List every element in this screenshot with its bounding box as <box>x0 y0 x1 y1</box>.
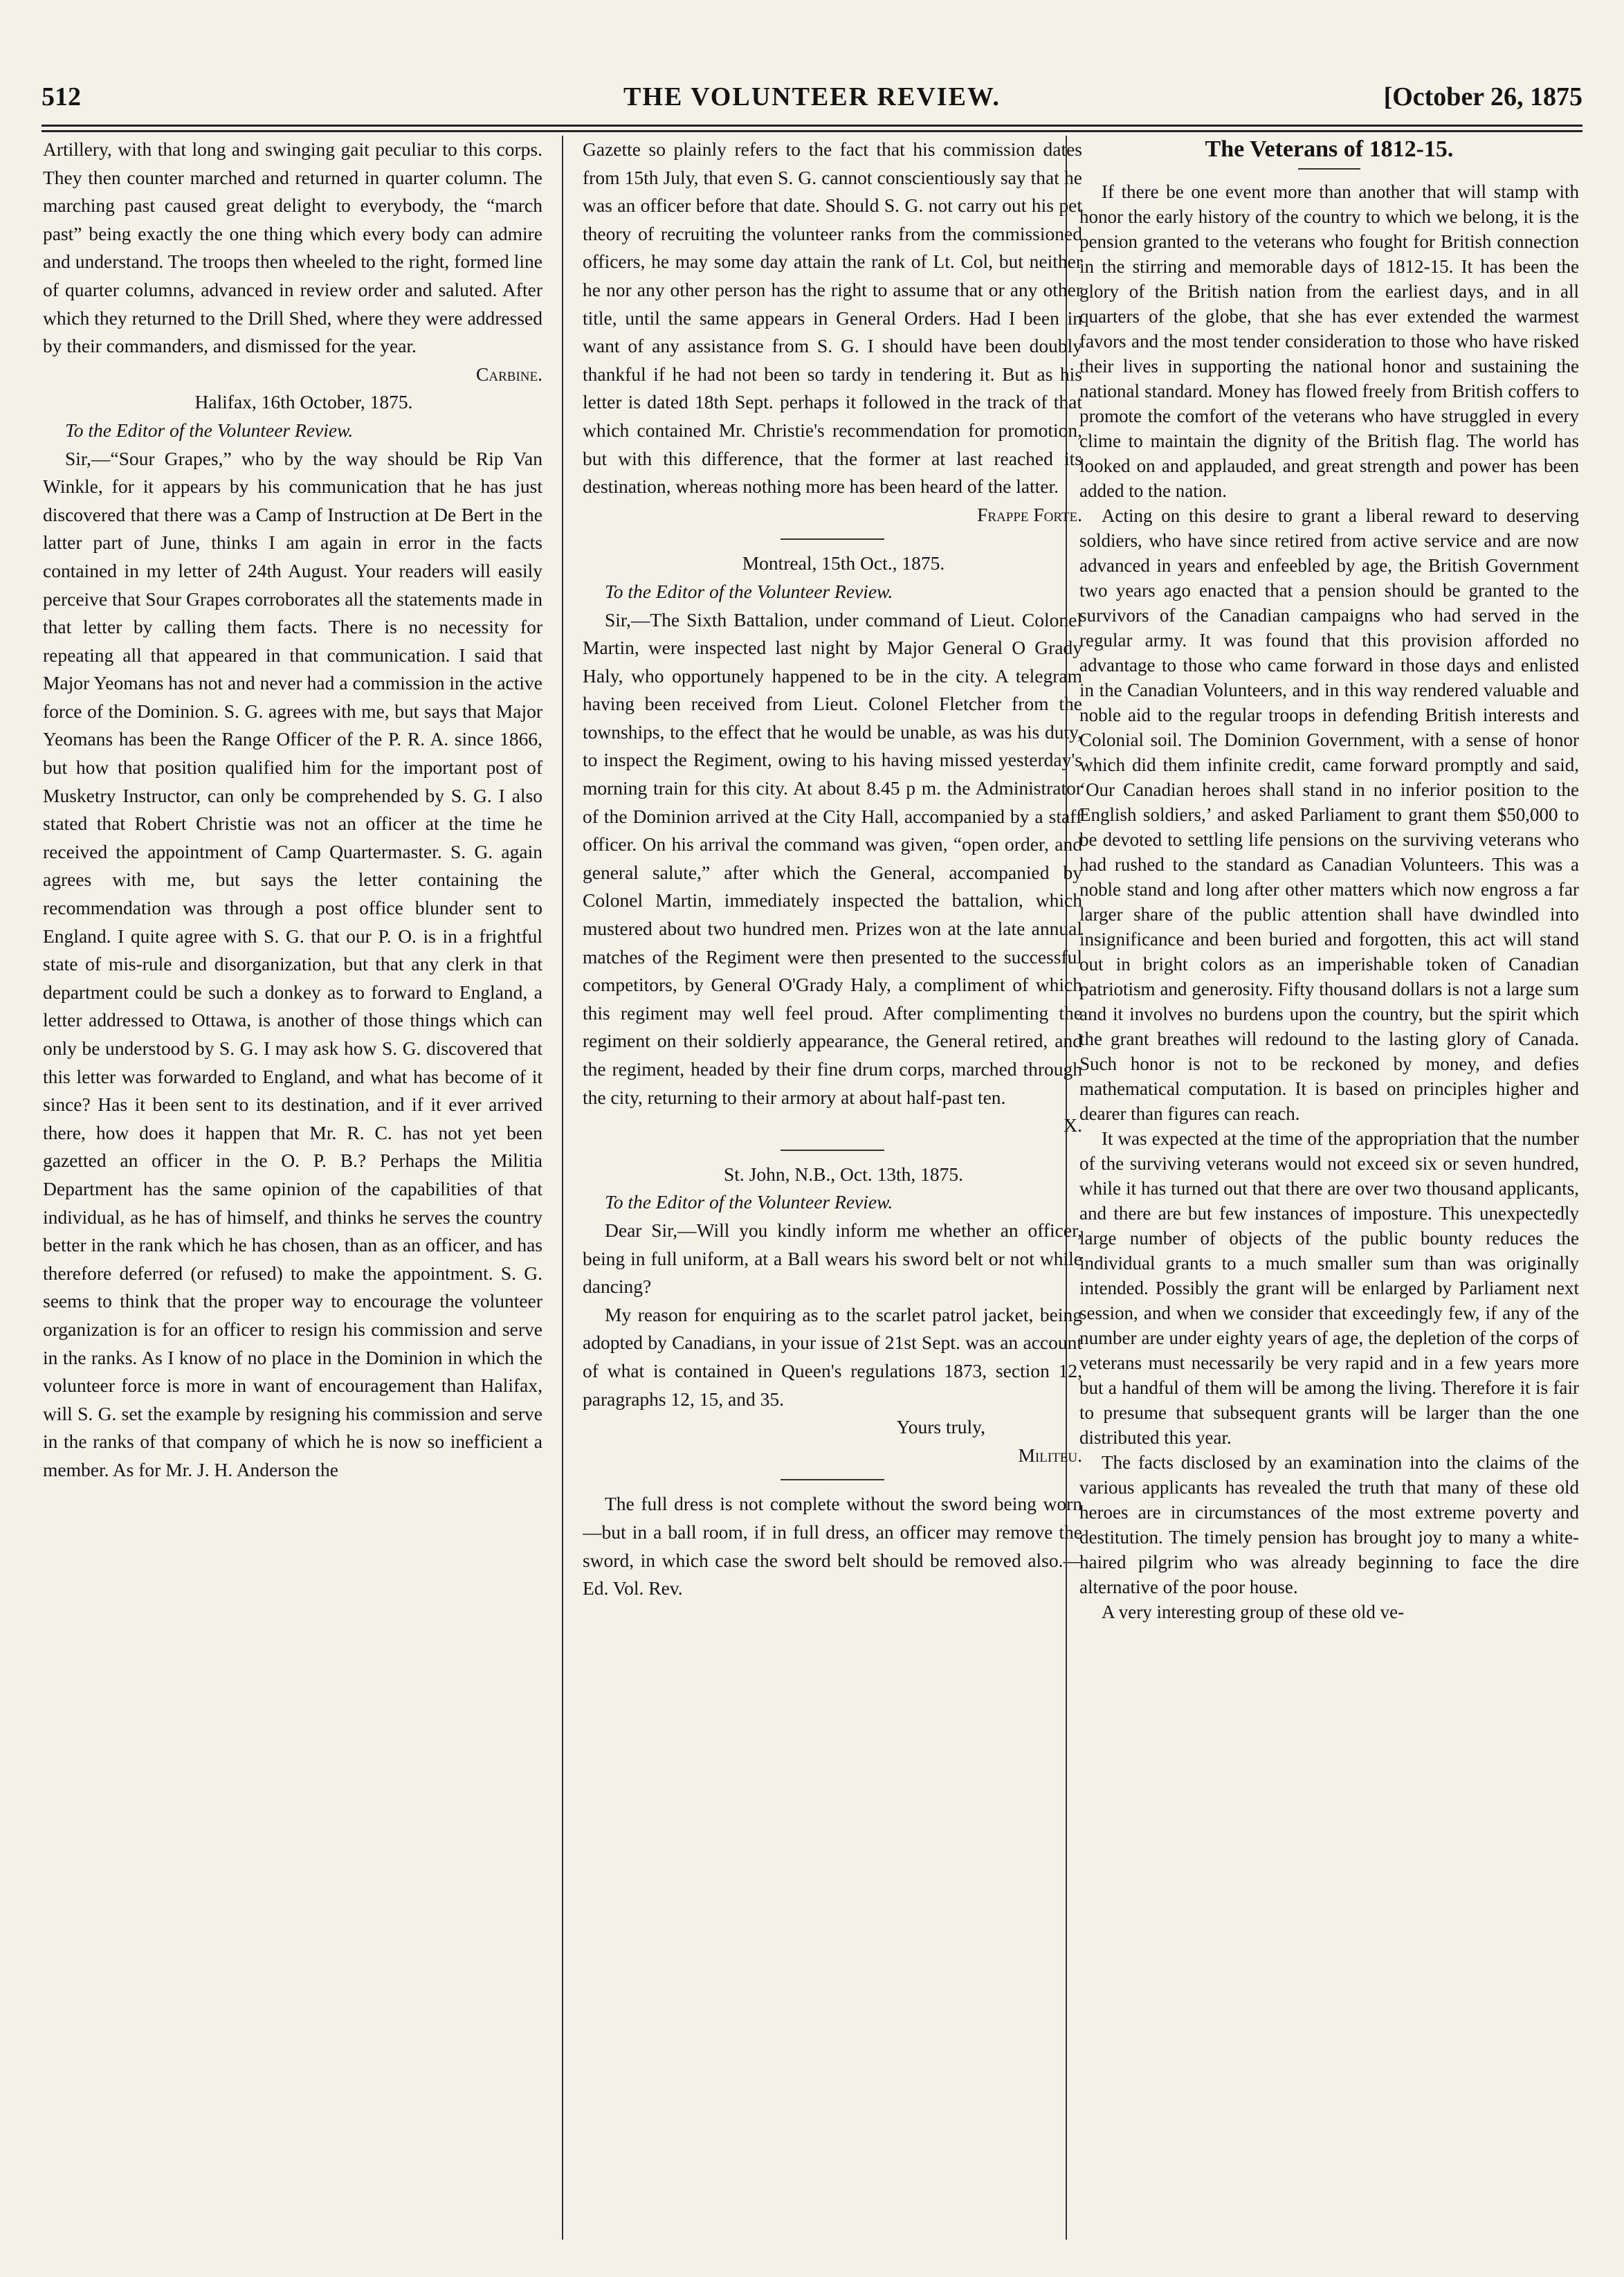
page-header <box>42 82 1582 123</box>
column-2 <box>583 136 1082 2240</box>
article-heading: The Veterans of 1812-15. <box>1205 136 1454 162</box>
signature: Carbine. <box>476 363 542 385</box>
signature: X. <box>1064 1114 1082 1136</box>
dateline: Halifax, 16th October, 1875. <box>194 391 413 413</box>
section-rule <box>781 538 884 540</box>
header-rule <box>42 125 1582 127</box>
dateline: St. John, N.B., Oct. 13th, 1875. <box>723 1163 964 1185</box>
article-text: If there be one event more than another that will stamp with honor the early history of the country to which we belong, it is the pension granted to the veterans who fought for British connection in the stirring and memorable days of 1812-15. It has been the glory of the British nation from the earliest days, and in all quarters of the globe, that she has ever extended the warmest favors and the most tender consideration to those who have risked their lives in supporting the national honor and sustaining the national standard. Money has flowed freely from British coffers to promote the comfort of the veterans who have struggled in every clime to maintain the dignity of the British flag. The world has looked on and applauded, and great strength and power has been added to the nation. <box>1079 181 1579 501</box>
column-1 <box>43 136 542 2240</box>
article-text: It was expected at the time of the appropriation that the number of the surviving veterans would not exceed six or seven hundred, while it has turned out that there are over two thousand applicants, and there are but few instances of imposture. This unexpectedly large number of objects of the public bounty reduces the individual grants to a much smaller sum than was originally intended. Possibly the grant will be enlarged by Parliament next session, and when we consider that exceedingly few, if any of the number are under eighty years of age, the depletion of the corps of veterans must necessarily be very rapid and in a few years more but a handful of them will be among the living. Therefore it is fair to presume that subsequent grants will be larger than the one distributed this year. <box>1079 1127 1579 1448</box>
editor-note: The full dress is not complete without the sword being worn—but in a ball room, if in full dress, an officer may remove the sword, in which case the sword belt should be removed also.—Ed. Vol. Rev. <box>583 1493 1082 1599</box>
article-text: Acting on this desire to grant a liberal reward to deserving soldiers, who have since retired from active service and are now advanced in years and enfeebled by age, the British Government two years ago enacted that a pension should be granted to the survivors of the Canadian campaigns who had served in the regular army. It was found that this provision afforded no advantage to those who came forward in those days and enlisted in the Canadian Volunteers, and in this way rendered valuable and noble aid to the regular troops in defending British interests and Colonial soil. The Dominion Government, with a sense of honor which did them infinite credit, came forward promptly and said, ‘Our Canadian heroes shall stand in no inferior position to the English soldiers,’ and asked Parliament to grant them $50,000 to be devoted to settling life pensions on the surviving veterans who had rushed to the standard as Canadian Volunteers. This was a noble stand and long after other matters which now engross a far larger share of the public attention shall have dwindled into insignificance and been buried and forgotten, this act will stand out in bright colors as an imperishable token of Canadian patriotism and generosity. Fifty thousand dollars is not a large sum and it involves no burdens upon the country, but the spirit which the grant breathes will redound to the lasting glory of Canada. Such honor is not to be reckoned by money, and defies mathematical computation. It is based on principles higher and dearer than figures can reach. <box>1079 505 1579 1124</box>
issue-date: [October 26, 1875 <box>1383 82 1582 111</box>
salutation-line: To the Editor of the Volunteer Review. <box>605 1191 893 1213</box>
article-text: Artillery, with that long and swinging gait peculiar to this corps. They then counter marched and returned in quarter column. The marching past caused great delight to everybody, the “march past” being exactly the one thing which every body can admire and understand. The troops then wheeled to the right, formed line of quarter columns, advanced in review order and saluted. After which they returned to the Drill Shed, where they were addressed by their commanders, and dismissed for the year. <box>43 138 542 357</box>
header-rule-double <box>42 130 1582 132</box>
letter-text: Dear Sir,—Will you kindly inform me whether an officer, being in full uniform, at a Ball wears his sword belt or not while dancing? <box>583 1219 1082 1298</box>
letter-text: Sir,—The Sixth Battalion, under command of Lieut. Colonel Martin, were inspected last night by Major General O Grady Haly, who opportunely happened to be in the city. A telegram having been received from Lieut. Colonel Fletcher from the townships, to the effect that he would be unable, as was his duty, to inspect the Regiment, owing to his having missed yesterday's morning train for this city. At about 8.45 p m. the Administrator of the Dominion arrived at the City Hall, accompanied by a staff officer. On his arrival the command was given, “open order, and general salute,” after which the General, accompanied by Colonel Martin, immediately inspected the battalion, which mustered about two hundred men. Prizes won at the late annual matches of the Regiment were then presented to the successful competitors, by General O'Grady Haly, a compliment of which this regiment may well feel proud. After complimenting the regiment on their soldierly appearance, the General retired, and the regiment, headed by their fine drum corps, marched through the city, returning to their armory at about half-past ten. <box>583 608 1082 1108</box>
column-divider <box>562 136 563 2240</box>
page-number: 512 <box>42 82 81 111</box>
letter-text: My reason for enquiring as to the scarlet patrol jacket, being adopted by Canadians, in your issue of 21st Sept. was an account of what is contained in Queen's regulations 1873, section 12, paragraphs 12, 15, and 35. <box>583 1303 1082 1410</box>
closing: Yours truly, <box>896 1416 985 1438</box>
newspaper-title: THE VOLUNTEER REVIEW. <box>623 82 1001 111</box>
letter-text: Sir,—“Sour Grapes,” who by the way should be Rip Van Winkle, for it appears by his communication that he has just discovered that there was a Camp of Instruction at De Bert in the latter part of June, thinks I am again in error in the facts contained in my letter of 24th August. Your readers will easily perceive that Sour Grapes corroborates all the statements made in that letter by calling them facts. There is no necessity for repeating all that appeared in that communication. I said that Major Yeomans has not and never had a commission in the active force of the Dominion. S. G. agrees with me, but says that Major Yeomans has been the Range Officer of the P. R. A. since 1866, but how that position qualified him for the important post of Musketry Instructor, can only be comprehended by S. G. I also stated that Robert Christie was not an officer at the time he received the appointment of Camp Quartermaster. S. G. again agrees with me, but says the letter containing the recommendation was through a post office blunder sent to England. I quite agree with S. G. that our P. O. is in a frightful state of mis-rule and disorganization, but that any clerk in that department could be such a donkey as to forward to England, a letter addressed to Ottawa, is another of those things which can only be understood by S. G. I may ask how S. G. discovered that this letter was forwarded to England, and what has become of it since? Has it been sent to its destination, and if it ever arrived there, how does it happen that Mr. R. C. has not yet been gazetted an officer in the O. P. B.? Perhaps the Militia Department has the same opinion of the capabilities of that individual, as he has of himself, and thinks he serves the country better in the rank which he has chosen, than as an officer, and has therefore deferred (or refused) to make the appointment. S. G. seems to think that the proper way to encourage the volunteer organization is for an officer to resign his commission and serve in the ranks. As I know of no place in the Dominion in which the volunteer force is more in want of encouragement than Halifax, will S. G. set the example by resigning his commission and serve in the ranks of that company of which he is now so inefficient a member. As for Mr. J. H. Anderson the <box>43 447 542 1480</box>
section-rule <box>781 1479 884 1480</box>
article-text: A very interesting group of these old ve- <box>1102 1601 1405 1622</box>
salutation-line: To the Editor of the Volunteer Review. <box>605 580 893 602</box>
salutation-line: To the Editor of the Volunteer Review. <box>65 419 354 441</box>
letter-text: Gazette so plainly refers to the fact that his commission dates from 15th July, that even S. G. cannot conscientiously say that he was an officer before that date. Should S. G. not carry out his pet theory of recruiting the volunteer ranks from the commissioned officers, he may some day attain the rank of Lt. Col, but neither he nor any other person has the right to assume that or any other title, until the same appears in General Orders. Had I been in want of any assistance from S. G. I should have been doubly thankful if he had not been so tardy in tendering it. But as his letter is dated 18th Sept. perhaps it followed in the track of that which contained Mr. Christie's recommendation for promotion, but with this difference, that the former at last reached its destination, whereas nothing more has been heard of the latter. <box>583 138 1082 498</box>
signature: Militeu. <box>1018 1444 1082 1466</box>
heading-rule <box>1298 168 1360 170</box>
signature: Frappe Forte. <box>977 503 1082 525</box>
column-3 <box>1079 136 1579 2240</box>
section-rule <box>781 1150 884 1151</box>
article-text: The facts disclosed by an examination into the claims of the various applicants has revealed the truth that many of these old heroes are in circumstances of the most extreme poverty and destitution. The timely pension has brought joy to many a white-haired pilgrim who was already beginning to face the dire alternative of the poor house. <box>1079 1451 1579 1597</box>
dateline: Montreal, 15th Oct., 1875. <box>742 552 945 574</box>
